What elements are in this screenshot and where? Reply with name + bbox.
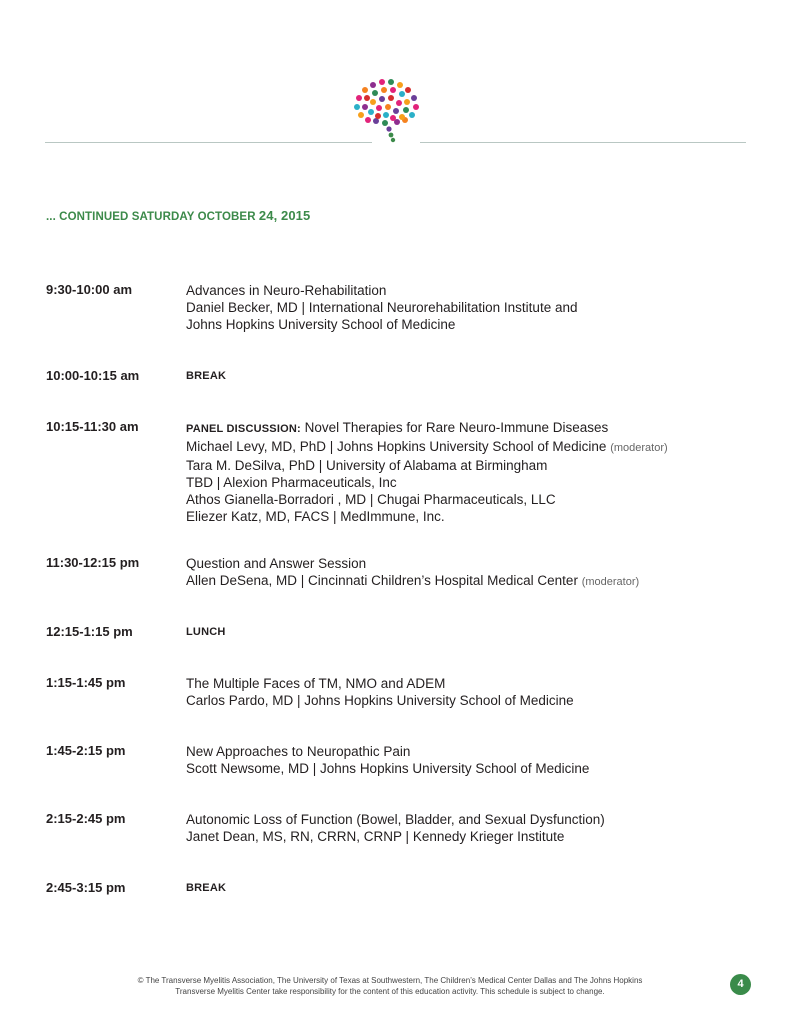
section-heading-date: 24, 2015 [258, 208, 311, 223]
session-time: 11:30-12:15 pm [46, 555, 140, 570]
session-title: The Multiple Faces of TM, NMO and ADEM [186, 676, 446, 691]
session-time: 12:15-1:15 pm [46, 624, 133, 639]
session-time: 10:00-10:15 am [46, 368, 140, 383]
speaker-text: Allen DeSena, MD | Cincinnati Children’s Hospital Medical Center [186, 573, 578, 588]
session-title: BREAK [186, 370, 227, 382]
session-time: 1:45-2:15 pm [46, 743, 126, 758]
session-title: Question and Answer Session [186, 556, 367, 571]
session-time: 9:30-10:00 am [46, 282, 132, 297]
speaker-line: Scott Newsome, MD | Johns Hopkins University School of Medicine [186, 761, 590, 776]
speaker-line: Janet Dean, MS, RN, CRRN, CRNP | Kennedy Krieger Institute [186, 829, 565, 844]
footer-disclaimer [60, 975, 720, 997]
session-time: 10:15-11:30 am [46, 419, 139, 434]
session-title-prefix: PANEL DISCUSSION: [186, 423, 301, 435]
session-details [186, 880, 746, 897]
session-title: Advances in Neuro-Rehabilitation [186, 283, 387, 298]
session-time: 1:15-1:45 pm [46, 675, 126, 690]
footer-line: © The Transverse Myelitis Association, The University of Texas at Southwestern, The Children’s Medical Center Dallas and The Johns Hopkins [137, 976, 643, 985]
session-details [186, 811, 746, 845]
section-heading [46, 208, 310, 223]
speaker-line: Daniel Becker, MD | International Neurorehabilitation Institute and [186, 300, 578, 315]
session-details [186, 555, 746, 591]
session-details [186, 419, 746, 525]
speaker-line: Tara M. DeSilva, PhD | University of Alabama at Birmingham [186, 458, 548, 473]
session-title: New Approaches to Neuropathic Pain [186, 744, 411, 759]
session-details [186, 743, 746, 777]
section-heading-prefix: ... CONTINUED SATURDAY OCTOBER [46, 211, 256, 223]
moderator-note: (moderator) [610, 442, 668, 454]
session-title-line [186, 419, 746, 438]
session-title: LUNCH [186, 626, 226, 638]
header-rule-left [45, 142, 372, 143]
moderator-note: (moderator) [581, 576, 640, 588]
brain-logo-icon [349, 76, 425, 144]
footer-line: Transverse Myelitis Center take responsibility for the content of this education activity. This schedule is subject to change. [175, 987, 605, 996]
page-number: 4 [730, 974, 751, 995]
speaker-line: Carlos Pardo, MD | Johns Hopkins University School of Medicine [186, 693, 574, 708]
speaker-line: Eliezer Katz, MD, FACS | MedImmune, Inc. [186, 509, 445, 524]
speaker-line: Johns Hopkins University School of Medicine [186, 317, 456, 332]
session-details [186, 368, 746, 385]
speaker-line: TBD | Alexion Pharmaceuticals, Inc [186, 475, 397, 490]
speaker-text: Michael Levy, MD, PhD | Johns Hopkins University School of Medicine [186, 439, 607, 454]
session-details [186, 282, 746, 333]
speaker-line: Athos Gianella-Borradori , MD | Chugai Pharmaceuticals, LLC [186, 492, 556, 507]
session-details [186, 624, 746, 641]
session-title: Autonomic Loss of Function (Bowel, Bladder, and Sexual Dysfunction) [186, 812, 605, 827]
session-time: 2:15-2:45 pm [46, 811, 126, 826]
session-title: BREAK [186, 882, 227, 894]
speaker-line [186, 438, 746, 457]
speaker-line [186, 572, 746, 591]
session-time: 2:45-3:15 pm [46, 880, 126, 895]
session-title: Novel Therapies for Rare Neuro-Immune Diseases [304, 420, 609, 435]
header-rule-right [420, 142, 746, 143]
session-details [186, 675, 746, 709]
